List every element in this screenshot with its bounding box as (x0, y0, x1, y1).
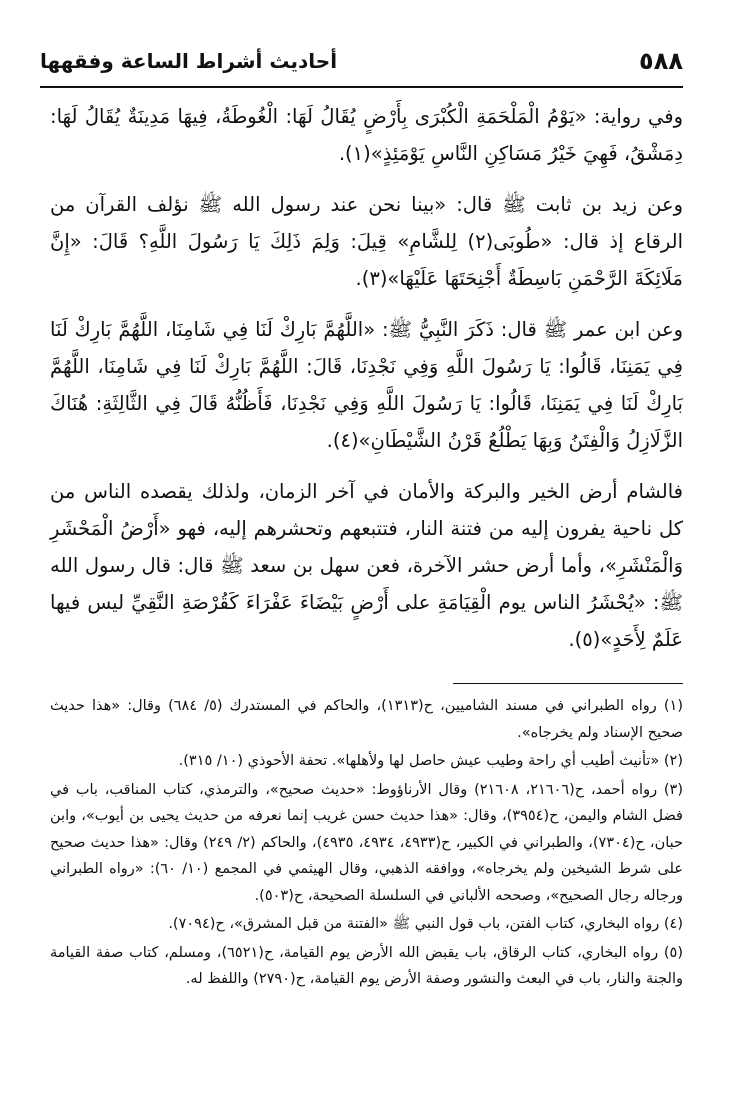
paragraph: وعن ابن عمر ﷺ قال: ذَكَرَ النَّبِيُّ ﷺ: «اللَّهُمَّ بَارِكْ لَنَا فِي شَامِنَا، اللَّهُمَّ بَارِكْ لَنَا فِي يَمَنِنَا، قَالُوا: يَا رَسُولَ اللَّهِ وَفِي نَجْدِنَا، قَالَ: اللَّهُمَّ بَارِكْ لَنَا فِي شَامِنَا، اللَّهُمَّ بَارِكْ لَنَا فِي يَمَنِنَا، قَالُوا: يَا رَسُولَ اللَّهِ وَفِي نَجْدِنَا، فَأَظُنُّهُ قَالَ فِي الثَّالِثَةِ: هُنَاكَ الزَّلَازِلُ وَالْفِتَنُ وَبِهَا يَطْلُعُ قَرْنُ الشَّيْطَانِ»(٤). (50, 318, 683, 452)
footnote: (١) رواه الطبراني في مسند الشاميين، ح(١٣١٣)، والحاكم في المستدرك (٥/ ٦٨٤) وقال: «هذا حديث صحيح الإسناد ولم يخرجاه». (50, 698, 684, 741)
footnote: (٣) رواه أحمد، ح(٢١٦٠٦، ٢١٦٠٨) وقال الأرناؤوط: «حديث صحيح»، والترمذي، كتاب المناقب، باب في فضل الشام واليمن، ح(٣٩٥٤)، وقال: «هذا حديث حسن غريب إنما نعرفه من حديث يحيى بن أيوب»، وابن حبان، ح(٧٣٠٤)، والطبراني في الكبير، ح(٤٩٣٣، ٤٩٣٤، ٤٩٣٥)، والحاكم (٢/ ٢٤٩) وقال: «هذا حديث صحيح على شرط الشيخين ولم يخرجاه»، ووافقه الذهبي، وقال الهيثمي في المجمع (١٠/ ٦٠): «رواه الطبراني ورجاله رجال الصحيح»، وصححه الألباني في السلسلة الصحيحة، ح(٥٠٣). (50, 781, 684, 904)
footnote-rule (453, 683, 683, 684)
main-text (50, 98, 683, 672)
running-title: أحاديث أشراط الساعة وفقهها (40, 49, 338, 73)
paragraph: وعن زيد بن ثابت ﷺ قال: «بينا نحن عند رسول الله ﷺ نؤلف القرآن من الرقاع إذ قال: «طُوبَى(٢) لِلشَّامِ» قِيلَ: وَلِمَ ذَلِكَ يَا رَسُولَ اللَّهِ؟ قَالَ: «إِنَّ مَلَائِكَةَ الرَّحْمَنِ بَاسِطَةٌ أَجْنِحَتَهَا عَلَيْهَا»(٣). (50, 193, 683, 290)
footnote: (٢) «تأنيث أطيب أي راحة وطيب عيش حاصل لها ولأهلها». تحفة الأحوذي (١٠/ ٣١٥). (178, 753, 683, 769)
paragraph: فالشام أرض الخير والبركة والأمان في آخر الزمان، ولذلك يقصده الناس من كل ناحية يفرون إليه من فتنة النار، فتتبعهم وتحشرهم إليه، فهو «أَرْضُ الْمَحْشَرِ وَالْمَنْشَرِ»، وأما أرض حشر الآخرة، فعن سهل بن سعد ﷺ قال: قال رسول الله ﷺ: «يُحْشَرُ الناس يوم الْقِيَامَةِ على أَرْضٍ بَيْضَاءَ عَفْرَاءَ كَقُرْصَةِ النَّقِيِّ ليس فيها عَلَمٌ لِأَحَدٍ»(٥). (50, 480, 683, 651)
footnote: (٥) رواه البخاري، كتاب الرقاق، باب يقبض الله الأرض يوم القيامة، ح(٦٥٢١)، ومسلم، كتاب صفة القيامة والجنة والنار، باب في البعث والنشور وصفة الأرض يوم القيامة، ح(٢٧٩٠) واللفظ له. (50, 944, 683, 987)
header-rule (40, 86, 683, 88)
paragraph: وفي رواية: «يَوْمُ الْمَلْحَمَةِ الْكُبْرَى بِأَرْضٍ يُقَالُ لَهَا: الْغُوطَةُ، فِيهَا مَدِينَةٌ يُقَالُ لَهَا: دِمَشْقُ، فَهِيَ خَيْرُ مَسَاكِنِ النَّاسِ يَوْمَئِذٍ»(١). (50, 105, 683, 165)
footnotes (50, 693, 683, 995)
page-header (40, 38, 683, 84)
footnote: (٤) رواه البخاري، كتاب الفتن، باب قول النبي ﷺ «الفتنة من قبل المشرق»، ح(٧٠٩٤). (168, 916, 683, 932)
page-number: ٥٨٨ (639, 47, 683, 75)
